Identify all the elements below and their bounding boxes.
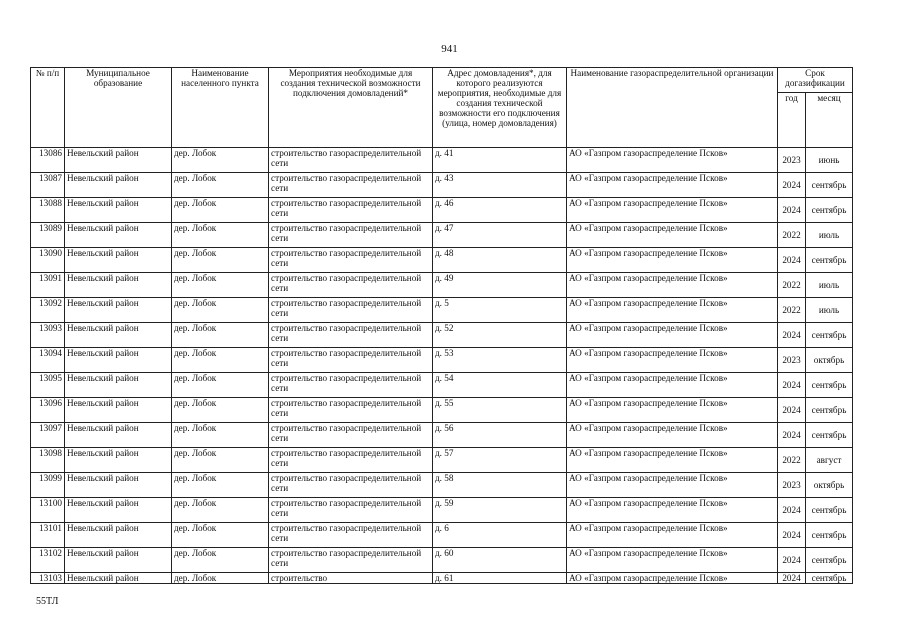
table-row [31,548,853,573]
settlement-cell: дер. Лобок [172,423,269,448]
organization-cell: АО «Газпром газораспределение Псков» [567,348,778,373]
address-cell: д. 61 [433,573,567,584]
month-cell: сентябрь [806,498,853,523]
row-number-cell: 13092 [31,298,65,323]
measure-cell: строительство газораспределительной сети [269,448,433,473]
table-row [31,573,853,584]
measure-cell: строительство газораспределительной сети [269,523,433,548]
month-cell: сентябрь [806,548,853,573]
municipality-cell: Невельский район [65,173,172,198]
table-row [31,423,853,448]
year-cell: 2024 [778,198,806,223]
measure-cell: строительство газораспределительной сети [269,173,433,198]
table-row [31,248,853,273]
table-row [31,498,853,523]
municipality-cell: Невельский район [65,348,172,373]
settlement-cell: дер. Лобок [172,398,269,423]
organization-cell: АО «Газпром газораспределение Псков» [567,548,778,573]
row-number-cell: 13087 [31,173,65,198]
month-cell: сентябрь [806,523,853,548]
settlement-cell: дер. Лобок [172,373,269,398]
organization-cell: АО «Газпром газораспределение Псков» [567,448,778,473]
row-number-cell: 13100 [31,498,65,523]
month-cell: сентябрь [806,323,853,348]
measure-cell: строительство газораспределительной сети [269,498,433,523]
address-cell: д. 49 [433,273,567,298]
settlement-cell: дер. Лобок [172,223,269,248]
measure-cell: строительство газораспределительной сети [269,323,433,348]
settlement-cell: дер. Лобок [172,273,269,298]
year-cell: 2022 [778,273,806,298]
measure-cell: строительство газораспределительной сети [269,148,433,173]
settlement-cell: дер. Лобок [172,248,269,273]
settlement-cell: дер. Лобок [172,348,269,373]
row-number-cell: 13086 [31,148,65,173]
header-year: год [778,93,806,148]
month-cell: сентябрь [806,423,853,448]
year-cell: 2023 [778,348,806,373]
month-cell: сентябрь [806,248,853,273]
address-cell: д. 6 [433,523,567,548]
year-cell: 2023 [778,148,806,173]
row-number-cell: 13096 [31,398,65,423]
row-number-cell: 13098 [31,448,65,473]
address-cell: д. 54 [433,373,567,398]
row-number-cell: 13088 [31,198,65,223]
year-cell: 2024 [778,498,806,523]
municipality-cell: Невельский район [65,573,172,584]
month-cell: сентябрь [806,398,853,423]
row-number-cell: 13094 [31,348,65,373]
row-number-cell: 13095 [31,373,65,398]
measure-cell: строительство газораспределительной сети [269,398,433,423]
organization-cell: АО «Газпром газораспределение Псков» [567,173,778,198]
municipality-cell: Невельский район [65,548,172,573]
address-cell: д. 5 [433,298,567,323]
settlement-cell: дер. Лобок [172,573,269,584]
municipality-cell: Невельский район [65,273,172,298]
table-row [31,173,853,198]
header-address: Адрес домовладения*, для которого реализуются мероприятия, необходимые для создания технической возможности его подключения (улица, номер домовладения) [433,68,567,148]
organization-cell: АО «Газпром газораспределение Псков» [567,223,778,248]
settlement-cell: дер. Лобок [172,498,269,523]
year-cell: 2024 [778,548,806,573]
measure-cell: строительство газораспределительной сети [269,348,433,373]
header-num: № п/п [31,68,65,148]
row-number-cell: 13090 [31,248,65,273]
measure-cell: строительство газораспределительной сети [269,473,433,498]
header-month: месяц [806,93,853,148]
address-cell: д. 55 [433,398,567,423]
organization-cell: АО «Газпром газораспределение Псков» [567,398,778,423]
table-row [31,523,853,548]
municipality-cell: Невельский район [65,448,172,473]
address-cell: д. 43 [433,173,567,198]
settlement-cell: дер. Лобок [172,448,269,473]
measure-cell: строительство [269,573,433,584]
year-cell: 2022 [778,223,806,248]
address-cell: д. 53 [433,348,567,373]
row-number-cell: 13091 [31,273,65,298]
organization-cell: АО «Газпром газораспределение Псков» [567,323,778,348]
address-cell: д. 47 [433,223,567,248]
year-cell: 2022 [778,298,806,323]
table-row [31,473,853,498]
address-cell: д. 52 [433,323,567,348]
year-cell: 2023 [778,473,806,498]
header-term: Срок догазификации [778,68,853,93]
month-cell: июль [806,298,853,323]
year-cell: 2024 [778,323,806,348]
address-cell: д. 57 [433,448,567,473]
settlement-cell: дер. Лобок [172,473,269,498]
municipality-cell: Невельский район [65,298,172,323]
row-number-cell: 13093 [31,323,65,348]
month-cell: август [806,448,853,473]
table-body [31,148,853,584]
table-row [31,348,853,373]
year-cell: 2024 [778,423,806,448]
address-cell: д. 46 [433,198,567,223]
year-cell: 2024 [778,248,806,273]
municipality-cell: Невельский район [65,423,172,448]
measure-cell: строительство газораспределительной сети [269,548,433,573]
row-number-cell: 13102 [31,548,65,573]
table-row [31,373,853,398]
table-row [31,148,853,173]
table-row [31,223,853,248]
measure-cell: строительство газораспределительной сети [269,298,433,323]
organization-cell: АО «Газпром газораспределение Псков» [567,198,778,223]
organization-cell: АО «Газпром газораспределение Псков» [567,423,778,448]
organization-cell: АО «Газпром газораспределение Псков» [567,498,778,523]
row-number-cell: 13103 [31,573,65,584]
settlement-cell: дер. Лобок [172,523,269,548]
measure-cell: строительство газораспределительной сети [269,248,433,273]
month-cell: сентябрь [806,573,853,584]
table-row [31,448,853,473]
header-settlement: Наименование населенного пункта [172,68,269,148]
table-row [31,273,853,298]
municipality-cell: Невельский район [65,198,172,223]
address-cell: д. 41 [433,148,567,173]
table-row [31,298,853,323]
measure-cell: строительство газораспределительной сети [269,373,433,398]
municipality-cell: Невельский район [65,373,172,398]
settlement-cell: дер. Лобок [172,173,269,198]
municipality-cell: Невельский район [65,223,172,248]
organization-cell: АО «Газпром газораспределение Псков» [567,298,778,323]
municipality-cell: Невельский район [65,248,172,273]
organization-cell: АО «Газпром газораспределение Псков» [567,523,778,548]
municipality-cell: Невельский район [65,323,172,348]
municipality-cell: Невельский район [65,148,172,173]
year-cell: 2024 [778,398,806,423]
table-row [31,398,853,423]
row-number-cell: 13089 [31,223,65,248]
table-row [31,323,853,348]
municipality-cell: Невельский район [65,523,172,548]
measure-cell: строительство газораспределительной сети [269,223,433,248]
measure-cell: строительство газораспределительной сети [269,423,433,448]
organization-cell: АО «Газпром газораспределение Псков» [567,273,778,298]
organization-cell: АО «Газпром газораспределение Псков» [567,148,778,173]
settlement-cell: дер. Лобок [172,298,269,323]
settlement-cell: дер. Лобок [172,198,269,223]
municipality-cell: Невельский район [65,398,172,423]
settlement-cell: дер. Лобок [172,148,269,173]
month-cell: июнь [806,148,853,173]
header-measures: Мероприятия необходимые для создания технической возможности подключения домовладений* [269,68,433,148]
measure-cell: строительство газораспределительной сети [269,198,433,223]
row-number-cell: 13097 [31,423,65,448]
year-cell: 2024 [778,373,806,398]
address-cell: д. 59 [433,498,567,523]
year-cell: 2024 [778,173,806,198]
address-cell: д. 58 [433,473,567,498]
municipality-cell: Невельский район [65,473,172,498]
month-cell: июль [806,223,853,248]
organization-cell: АО «Газпром газораспределение Псков» [567,573,778,584]
address-cell: д. 60 [433,548,567,573]
address-cell: д. 48 [433,248,567,273]
settlement-cell: дер. Лобок [172,323,269,348]
settlement-cell: дер. Лобок [172,548,269,573]
address-cell: д. 56 [433,423,567,448]
municipality-cell: Невельский район [65,498,172,523]
gasification-table [30,67,853,584]
organization-cell: АО «Газпром газораспределение Псков» [567,373,778,398]
month-cell: сентябрь [806,373,853,398]
measure-cell: строительство газораспределительной сети [269,273,433,298]
table-header [31,68,853,148]
month-cell: сентябрь [806,198,853,223]
month-cell: сентябрь [806,173,853,198]
header-municipality: Муниципальное образование [65,68,172,148]
month-cell: июль [806,273,853,298]
year-cell: 2022 [778,448,806,473]
year-cell: 2024 [778,573,806,584]
month-cell: октябрь [806,473,853,498]
table-row [31,198,853,223]
row-number-cell: 13101 [31,523,65,548]
organization-cell: АО «Газпром газораспределение Псков» [567,248,778,273]
page-number: 941 [441,43,458,55]
organization-cell: АО «Газпром газораспределение Псков» [567,473,778,498]
footer-code: 55ТЛ [36,596,59,607]
year-cell: 2024 [778,523,806,548]
header-organization: Наименование газораспределительной организации [567,68,778,148]
row-number-cell: 13099 [31,473,65,498]
month-cell: октябрь [806,348,853,373]
